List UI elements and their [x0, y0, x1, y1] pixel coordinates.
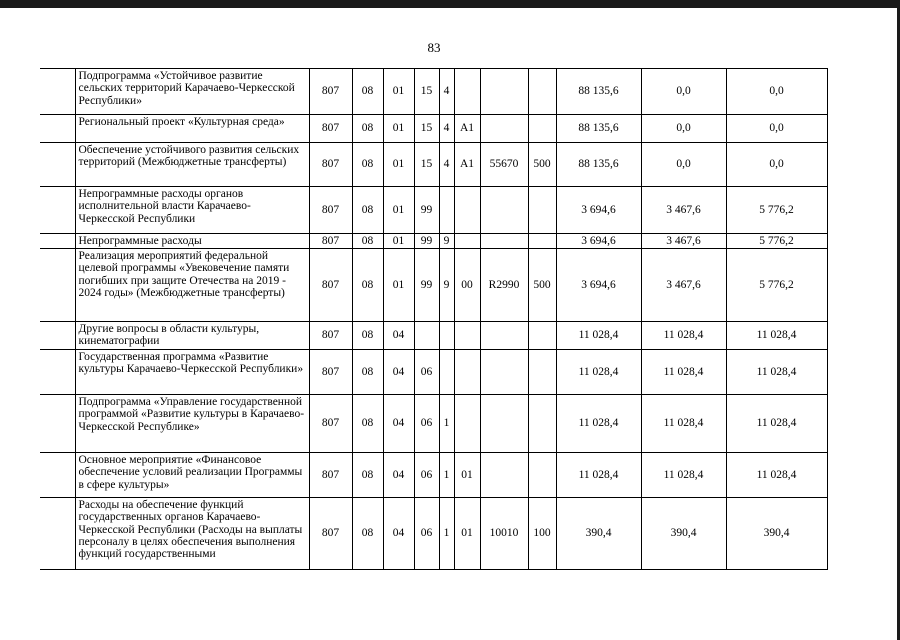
- row-name: Обеспечение устойчивого развития сельских территорий (Межбюджетные трансферты): [75, 143, 309, 187]
- subsection-code: 01: [383, 69, 414, 115]
- expense-type-code: 500: [528, 143, 556, 187]
- expense-type-code: [528, 350, 556, 395]
- amount-year-1: 390,4: [556, 498, 641, 570]
- ved-code: 807: [309, 453, 352, 498]
- amount-year-1: 11 028,4: [556, 395, 641, 453]
- program-code: 06: [414, 498, 439, 570]
- ved-code: 807: [309, 115, 352, 143]
- subprogram-code: [439, 187, 454, 234]
- amount-year-1: 11 028,4: [556, 350, 641, 395]
- amount-year-2: 3 467,6: [641, 234, 726, 249]
- ved-code: 807: [309, 143, 352, 187]
- subsection-code: 01: [383, 249, 414, 322]
- section-code: 08: [352, 69, 383, 115]
- program-code: 15: [414, 143, 439, 187]
- amount-year-3: 0,0: [726, 115, 827, 143]
- section-code: 08: [352, 322, 383, 350]
- amount-year-3: 390,4: [726, 498, 827, 570]
- amount-year-3: 0,0: [726, 69, 827, 115]
- direction-code: [480, 453, 528, 498]
- subsection-code: 01: [383, 234, 414, 249]
- subprogram-code: [439, 322, 454, 350]
- program-code: 06: [414, 350, 439, 395]
- section-code: 08: [352, 350, 383, 395]
- row-name: Расходы на обеспечение функций государственных органов Карачаево-Черкесской Республики (Расходы на выплаты персоналу в целях обеспечения выполнения функций государственными: [75, 498, 309, 570]
- table-row: [40, 453, 827, 498]
- table-row: [40, 69, 827, 115]
- subsection-code: 04: [383, 395, 414, 453]
- event-code: A1: [454, 115, 480, 143]
- expense-type-code: 100: [528, 498, 556, 570]
- section-code: 08: [352, 143, 383, 187]
- amount-year-3: 0,0: [726, 143, 827, 187]
- amount-year-2: 390,4: [641, 498, 726, 570]
- direction-code: [480, 395, 528, 453]
- section-code: 08: [352, 453, 383, 498]
- section-code: 08: [352, 395, 383, 453]
- amount-year-1: 88 135,6: [556, 143, 641, 187]
- subprogram-code: 9: [439, 234, 454, 249]
- section-code: 08: [352, 498, 383, 570]
- direction-code: 55670: [480, 143, 528, 187]
- event-code: [454, 234, 480, 249]
- event-code: [454, 187, 480, 234]
- amount-year-1: 11 028,4: [556, 322, 641, 350]
- expense-type-code: [528, 395, 556, 453]
- direction-code: [480, 350, 528, 395]
- blank-cell: [40, 249, 75, 322]
- subprogram-code: 1: [439, 453, 454, 498]
- event-code: [454, 322, 480, 350]
- subsection-code: 04: [383, 322, 414, 350]
- event-code: [454, 395, 480, 453]
- amount-year-2: 11 028,4: [641, 395, 726, 453]
- direction-code: [480, 115, 528, 143]
- event-code: 01: [454, 453, 480, 498]
- section-code: 08: [352, 234, 383, 249]
- row-name: Непрограммные расходы органов исполнительной власти Карачаево-Черкесской Республики: [75, 187, 309, 234]
- subprogram-code: 9: [439, 249, 454, 322]
- subsection-code: 04: [383, 498, 414, 570]
- amount-year-3: 5 776,2: [726, 234, 827, 249]
- program-code: 99: [414, 234, 439, 249]
- ved-code: 807: [309, 187, 352, 234]
- section-code: 08: [352, 187, 383, 234]
- section-code: 08: [352, 115, 383, 143]
- blank-cell: [40, 453, 75, 498]
- amount-year-2: 11 028,4: [641, 322, 726, 350]
- amount-year-2: 11 028,4: [641, 350, 726, 395]
- amount-year-3: 5 776,2: [726, 187, 827, 234]
- blank-cell: [40, 498, 75, 570]
- direction-code: R2990: [480, 249, 528, 322]
- amount-year-3: 11 028,4: [726, 322, 827, 350]
- subprogram-code: 4: [439, 69, 454, 115]
- amount-year-3: 11 028,4: [726, 395, 827, 453]
- direction-code: 10010: [480, 498, 528, 570]
- amount-year-1: 88 135,6: [556, 115, 641, 143]
- ved-code: 807: [309, 395, 352, 453]
- amount-year-2: 0,0: [641, 143, 726, 187]
- direction-code: [480, 322, 528, 350]
- expense-type-code: 500: [528, 249, 556, 322]
- row-name: Основное мероприятие «Финансовое обеспечение условий реализации Программы в сфере культуры»: [75, 453, 309, 498]
- amount-year-1: 88 135,6: [556, 69, 641, 115]
- blank-cell: [40, 115, 75, 143]
- amount-year-2: 3 467,6: [641, 187, 726, 234]
- ved-code: 807: [309, 234, 352, 249]
- expense-type-code: [528, 115, 556, 143]
- ved-code: 807: [309, 350, 352, 395]
- table-row: [40, 498, 827, 570]
- subprogram-code: [439, 350, 454, 395]
- amount-year-2: 0,0: [641, 69, 726, 115]
- blank-cell: [40, 143, 75, 187]
- section-code: 08: [352, 249, 383, 322]
- page-number: 83: [427, 40, 441, 55]
- row-name: Государственная программа «Развитие культуры Карачаево-Черкесской Республики»: [75, 350, 309, 395]
- subsection-code: 01: [383, 115, 414, 143]
- row-name: Подпрограмма «Устойчивое развитие сельских территорий Карачаево-Черкесской Республики»: [75, 69, 309, 115]
- direction-code: [480, 69, 528, 115]
- scan-top-border: [0, 0, 900, 8]
- table-row: [40, 395, 827, 453]
- subsection-code: 04: [383, 350, 414, 395]
- program-code: 06: [414, 395, 439, 453]
- ved-code: 807: [309, 249, 352, 322]
- direction-code: [480, 234, 528, 249]
- event-code: [454, 350, 480, 395]
- amount-year-2: 0,0: [641, 115, 726, 143]
- program-code: 99: [414, 249, 439, 322]
- expense-type-code: [528, 322, 556, 350]
- amount-year-2: 3 467,6: [641, 249, 726, 322]
- subprogram-code: 1: [439, 395, 454, 453]
- blank-cell: [40, 69, 75, 115]
- program-code: 15: [414, 69, 439, 115]
- ved-code: 807: [309, 322, 352, 350]
- table-body: [40, 69, 827, 570]
- table-row: [40, 249, 827, 322]
- expense-type-code: [528, 69, 556, 115]
- amount-year-1: 3 694,6: [556, 249, 641, 322]
- ved-code: 807: [309, 69, 352, 115]
- blank-cell: [40, 350, 75, 395]
- blank-cell: [40, 322, 75, 350]
- amount-year-1: 11 028,4: [556, 453, 641, 498]
- subsection-code: 01: [383, 143, 414, 187]
- amount-year-1: 3 694,6: [556, 187, 641, 234]
- program-code: 15: [414, 115, 439, 143]
- expense-type-code: [528, 234, 556, 249]
- event-code: A1: [454, 143, 480, 187]
- row-name: Непрограммные расходы: [75, 234, 309, 249]
- amount-year-2: 11 028,4: [641, 453, 726, 498]
- event-code: 00: [454, 249, 480, 322]
- row-name: Реализация мероприятий федеральной целевой программы «Увековечение памяти погибших при защите Отечества на 2019 - 2024 годы» (Межбюджетные трансферты): [75, 249, 309, 322]
- table-row: [40, 322, 827, 350]
- table-row: [40, 350, 827, 395]
- subsection-code: 04: [383, 453, 414, 498]
- table-row: [40, 234, 827, 249]
- subprogram-code: 4: [439, 143, 454, 187]
- subprogram-code: 1: [439, 498, 454, 570]
- amount-year-3: 5 776,2: [726, 249, 827, 322]
- ved-code: 807: [309, 498, 352, 570]
- table-row: [40, 115, 827, 143]
- expense-type-code: [528, 187, 556, 234]
- program-code: [414, 322, 439, 350]
- direction-code: [480, 187, 528, 234]
- row-name: Подпрограмма «Управление государственной программой «Развитие культуры в Карачаево-Черкесской Республике»: [75, 395, 309, 453]
- row-name: Другие вопросы в области культуры, кинематографии: [75, 322, 309, 350]
- table-row: [40, 187, 827, 234]
- amount-year-1: 3 694,6: [556, 234, 641, 249]
- table-row: [40, 143, 827, 187]
- budget-table: [40, 68, 828, 570]
- amount-year-3: 11 028,4: [726, 453, 827, 498]
- blank-cell: [40, 187, 75, 234]
- subprogram-code: 4: [439, 115, 454, 143]
- subsection-code: 01: [383, 187, 414, 234]
- expense-type-code: [528, 453, 556, 498]
- event-code: 01: [454, 498, 480, 570]
- amount-year-3: 11 028,4: [726, 350, 827, 395]
- blank-cell: [40, 234, 75, 249]
- program-code: 99: [414, 187, 439, 234]
- blank-cell: [40, 395, 75, 453]
- row-name: Региональный проект «Культурная среда»: [75, 115, 309, 143]
- program-code: 06: [414, 453, 439, 498]
- event-code: [454, 69, 480, 115]
